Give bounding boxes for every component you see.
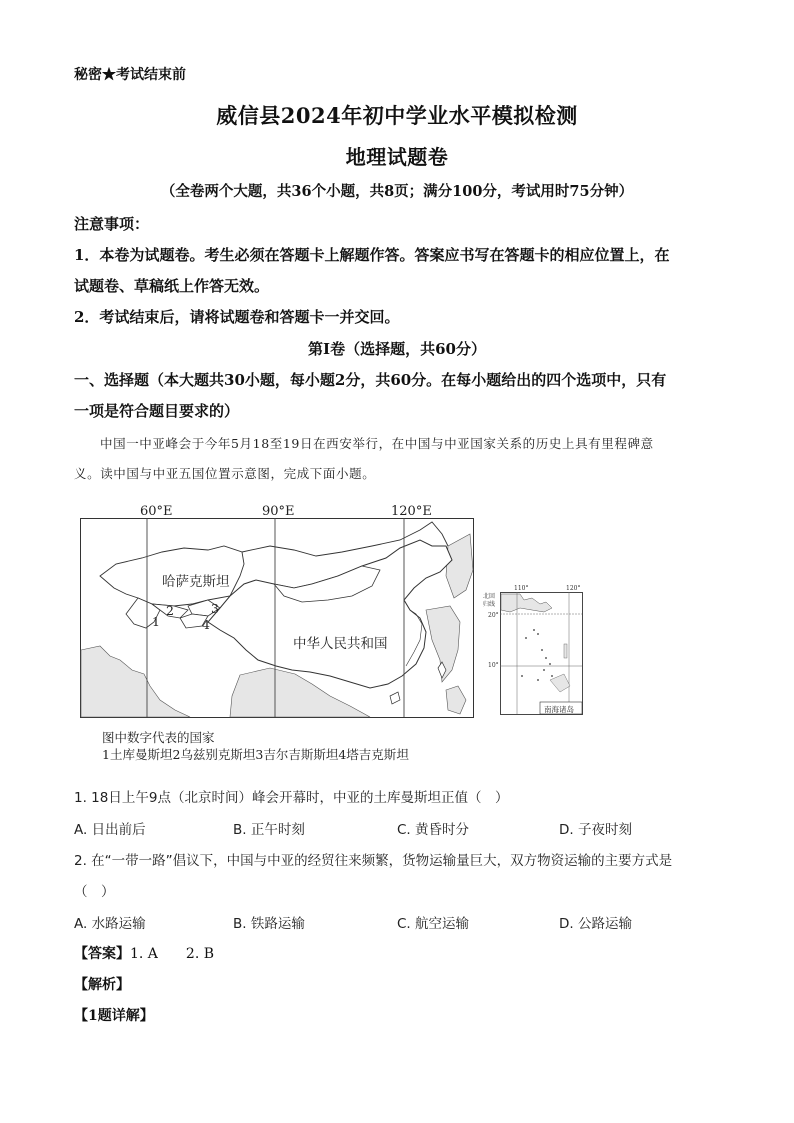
question-2-option-d: D. 公路运输 xyxy=(559,916,632,932)
question-2-option-b: B. 铁路运输 xyxy=(233,916,305,932)
inset-lon-110: 110° xyxy=(514,585,529,592)
map-number-1: 1 xyxy=(152,614,160,629)
china-central-asia-map xyxy=(80,500,474,718)
question-1-option-a: A. 日出前后 xyxy=(74,822,146,838)
map-number-3: 3 xyxy=(211,601,219,616)
question-1-stem: 1. 18日上午9点（北京时间）峰会开幕时，中亚的土库曼斯坦正值（ ） xyxy=(74,790,509,806)
exam-subject: 地理试题卷 xyxy=(345,145,449,169)
inset-label-tropic-1: 北回 xyxy=(483,593,496,600)
notice-item-1-line-1: 1．本卷为试题卷。考生必须在答题卡上解题作答。答案应书写在答题卡的相应位置上，在 xyxy=(74,246,670,264)
inset-label-tropic-2: 归线 xyxy=(483,601,496,608)
inset-caption: 南海诸岛 xyxy=(544,705,574,714)
question-2-option-c: C. 航空运输 xyxy=(397,916,470,932)
map-number-2: 2 xyxy=(166,603,174,618)
south-china-sea-inset xyxy=(480,584,584,716)
section-heading-line-2: 一项是符合题目要求的） xyxy=(74,402,240,420)
notice-item-1-line-2: 试题卷、草稿纸上作答无效。 xyxy=(74,277,270,295)
detail-1-tag: 【1题详解】 xyxy=(74,1008,154,1024)
answer-line xyxy=(74,943,214,963)
question-1-option-d: D. 子夜时刻 xyxy=(559,822,632,838)
inset-lat-10: 10° xyxy=(488,662,499,669)
analysis-tag: 【解析】 xyxy=(74,977,130,993)
question-2-option-a: A. 水路运输 xyxy=(74,916,146,932)
question-1-option-c: C. 黄昏时分 xyxy=(397,822,470,838)
section-heading-line-1: 一、选择题（本大题共30小题，每小题2分，共60分。在每小题给出的四个选项中，只有 xyxy=(74,371,667,389)
question-1-option-b: B. 正午时刻 xyxy=(233,822,305,838)
part-title: 第Ⅰ卷（选择题，共60分） xyxy=(308,340,486,358)
map-number-4: 4 xyxy=(202,617,210,632)
answer-tag: 【答案】 xyxy=(74,946,130,962)
inset-lon-120: 120° xyxy=(566,585,581,592)
passage-line-2: 义。读中国与中亚五国位置示意图，完成下面小题。 xyxy=(74,466,376,481)
exam-title: 威信县2024年初中学业水平模拟检测 xyxy=(216,103,578,128)
label-china: 中华人民共和国 xyxy=(293,636,388,652)
confidential-label: 秘密★考试结束前 xyxy=(74,67,186,83)
question-2-stem: 2. 在“一带一路”倡议下，中国与中亚的经贸往来频繁，货物运输量巨大，双方物资运输的主要方式是 xyxy=(74,853,673,869)
passage-line-1: 中国一中亚峰会于今年5月18至19日在西安举行，在中国与中亚国家关系的历史上具有里程碑意 xyxy=(100,436,654,451)
answer-content: 1. A 2. B xyxy=(130,946,215,962)
lon-label-120e: 120°E xyxy=(391,504,432,519)
label-kazakhstan: 哈萨克斯坦 xyxy=(162,574,230,590)
exam-subtitle: （全卷两个大题，共36个小题，共8页；满分100分，考试用时75分钟） xyxy=(160,183,634,200)
map-legend-items: 1土库曼斯坦2乌兹别克斯坦3吉尔吉斯斯坦4塔吉克斯坦 xyxy=(102,747,409,762)
inset-lat-20: 20° xyxy=(488,612,499,619)
notice-heading: 注意事项： xyxy=(74,215,150,233)
lon-label-60e: 60°E xyxy=(140,504,173,519)
map-legend-title: 图中数字代表的国家 xyxy=(102,730,215,745)
question-2-stem-cont: （ ） xyxy=(74,884,115,900)
lon-label-90e: 90°E xyxy=(262,504,295,519)
notice-item-2: 2．考试结束后，请将试题卷和答题卡一并交回。 xyxy=(74,308,400,326)
